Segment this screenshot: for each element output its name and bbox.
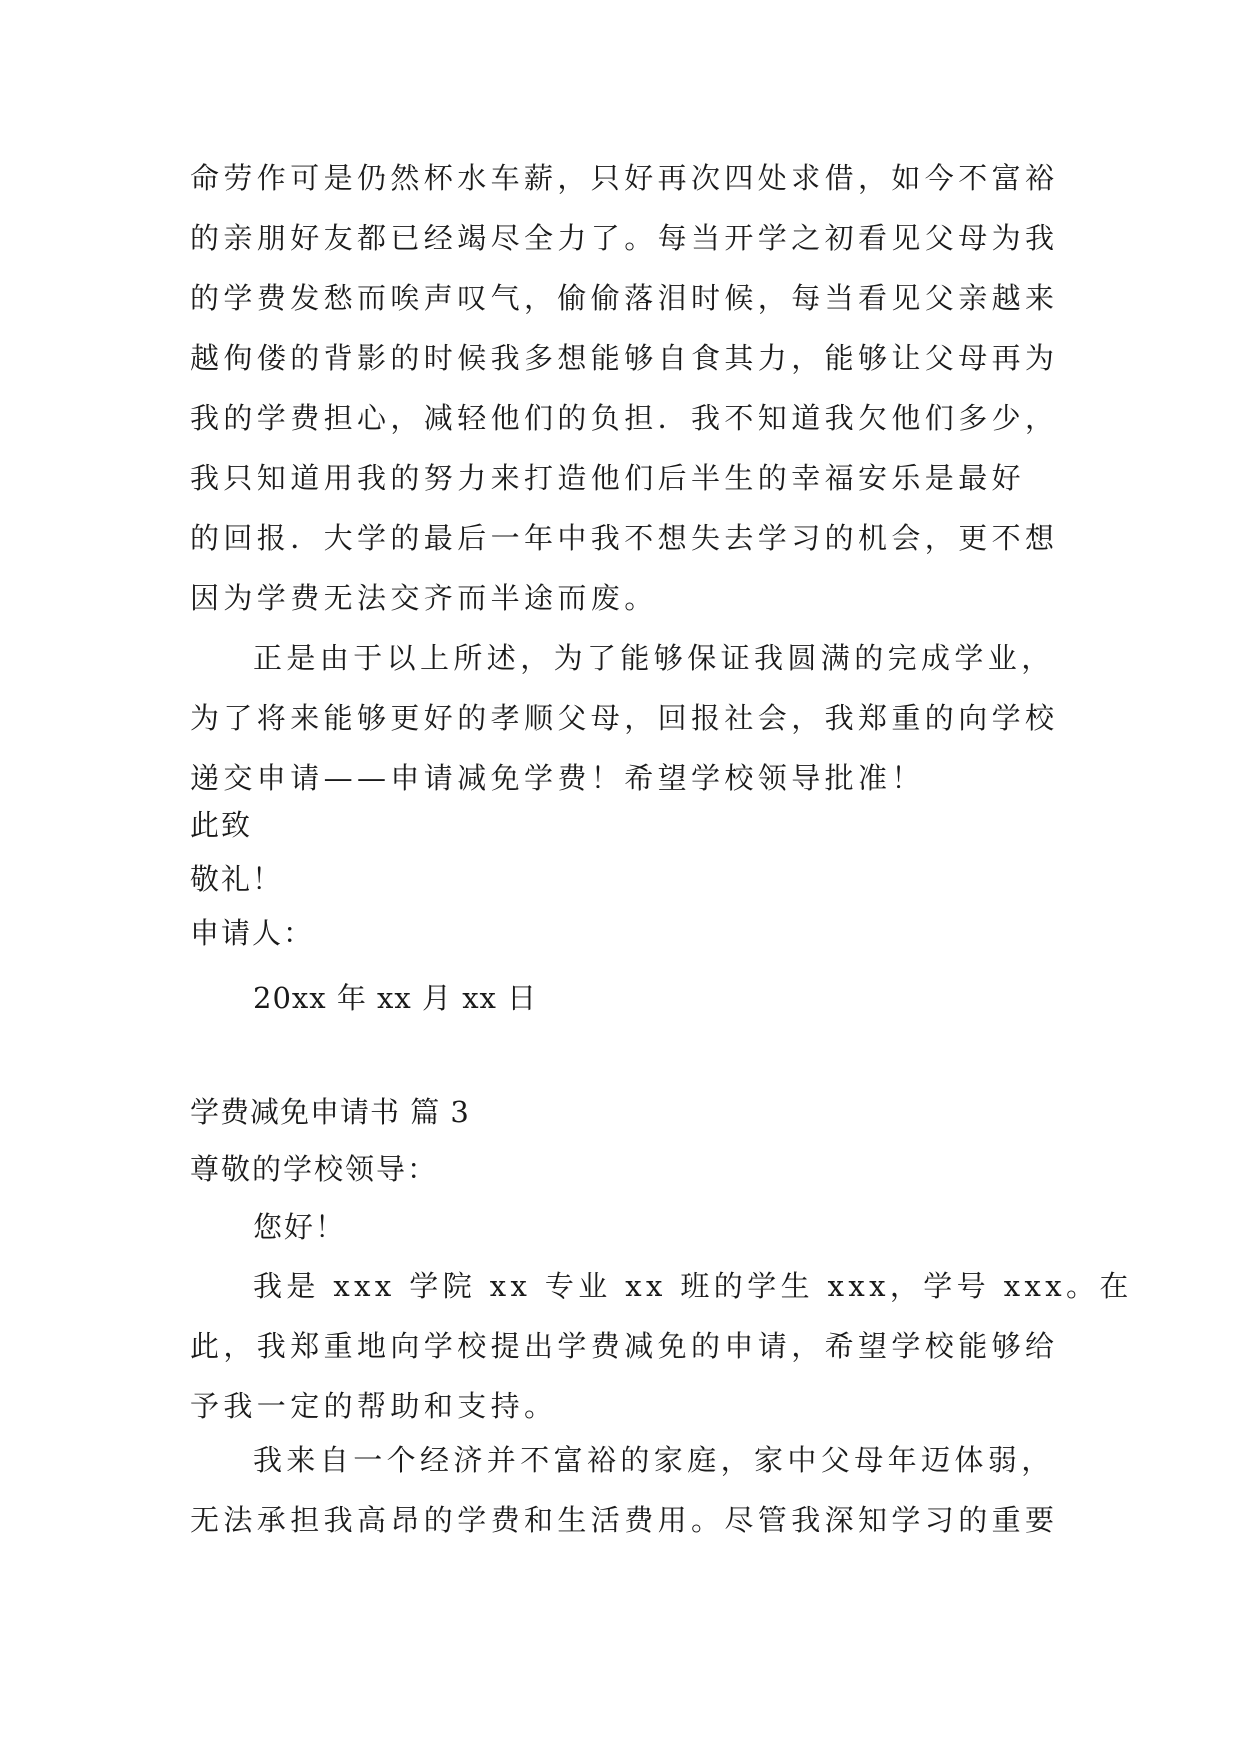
text-line: 递交申请——申请减免学费！希望学校领导批准！	[190, 761, 925, 795]
text-line: 命劳作可是仍然杯水车薪，只好再次四处求借，如今不富裕	[190, 161, 1059, 195]
paragraph-family-background	[190, 1430, 1059, 1550]
text-line: 此，我郑重地向学校提出学费减免的申请，希望学校能够给	[190, 1329, 1059, 1363]
paragraph-request	[190, 628, 1059, 808]
text-line: 的学费发愁而唉声叹气，偷偷落泪时候，每当看见父亲越来	[190, 281, 1059, 315]
text-line: 我是 xxx 学院 xx 专业 xx 班的学生 xxx，学号 xxx。在	[253, 1269, 1133, 1303]
paragraph-introduction	[190, 1256, 1133, 1436]
text-line: 正是由于以上所述，为了能够保证我圆满的完成学业，	[253, 641, 1055, 675]
text-line: 为了将来能够更好的孝顺父母，回报社会，我郑重的向学校	[190, 701, 1059, 735]
applicant-label: 申请人：	[190, 916, 315, 950]
text-line: 我来自一个经济并不富裕的家庭，家中父母年迈体弱，	[253, 1443, 1055, 1477]
text-line: 我只知道用我的努力来打造他们后半生的幸福安乐是最好	[190, 461, 1026, 495]
text-line: 予我一定的帮助和支持。	[190, 1389, 558, 1423]
closing-block	[190, 798, 1050, 960]
text-line: 的亲朋好友都已经竭尽全力了。每当开学之初看见父母为我	[190, 221, 1059, 255]
section-heading: 学费减免申请书 篇 3	[190, 1095, 470, 1129]
addressee: 尊敬的学校领导：	[190, 1152, 439, 1186]
paragraph-family-hardship	[190, 148, 1059, 628]
greeting: 您好！	[253, 1210, 347, 1244]
text-line: 无法承担我高昂的学费和生活费用。尽管我深知学习的重要	[190, 1503, 1059, 1537]
addressee-block	[190, 1140, 1050, 1256]
salutation-ci-zhi: 此致	[190, 808, 253, 842]
text-line: 因为学费无法交齐而半途而废。	[190, 581, 658, 615]
text-line: 我的学费担心，减轻他们的负担．我不知道我欠他们多少，	[190, 401, 1059, 435]
text-line: 越佝偻的背影的时候我多想能够自食其力，能够让父母再为	[190, 341, 1059, 375]
text-line: 的回报．大学的最后一年中我不想失去学习的机会，更不想	[190, 521, 1059, 555]
date-line: 20xx 年 xx 月 xx 日	[253, 981, 538, 1015]
salutation-jing-li: 敬礼！	[190, 862, 284, 896]
